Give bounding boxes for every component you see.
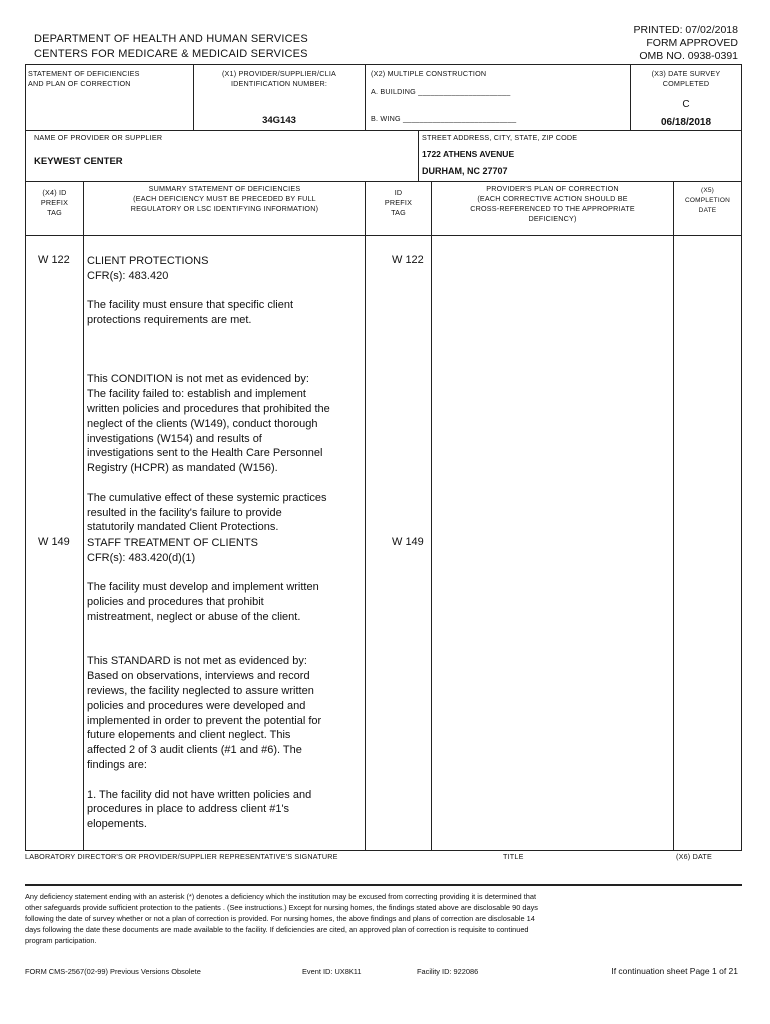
facility-id: Facility ID: 922086 <box>417 967 479 976</box>
divider-address <box>418 130 419 182</box>
printed-date: PRINTED: 07/02/2018 <box>633 24 738 36</box>
address-label: STREET ADDRESS, CITY, STATE, ZIP CODE <box>422 133 578 142</box>
right-border <box>741 64 742 182</box>
tag-prefix-left: W 122 <box>38 254 70 266</box>
plan-header: PROVIDER'S PLAN OF CORRECTION (EACH CORRECTIVE ACTION SHOULD BE CROSS-REFERENCED TO THE APPROPRIATE DEFICIENCY) <box>470 184 635 223</box>
id-header: ID PREFIX TAG <box>384 188 413 217</box>
top-box-border <box>25 64 742 65</box>
survey-code: C <box>682 99 690 110</box>
tag-prefix-right: W 149 <box>392 536 424 548</box>
x1-label: (X1) PROVIDER/SUPPLIER/CLIA IDENTIFICATION NUMBER: <box>221 69 337 88</box>
street-address: 1722 ATHENS AVENUE <box>422 149 515 159</box>
signature-bottom-border <box>25 884 742 886</box>
building-line: A. BUILDING ______________________ <box>371 87 511 96</box>
survey-date: 06/18/2018 <box>660 117 712 128</box>
statement-label: STATEMENT OF DEFICIENCIES AND PLAN OF CORRECTION <box>28 69 140 88</box>
divider-x2 <box>365 64 366 130</box>
deficiency-cfr: CFR(s): 483.420 <box>87 269 169 282</box>
col-divider-3 <box>431 181 432 851</box>
left-border <box>25 64 26 182</box>
department-name: DEPARTMENT OF HEALTH AND HUMAN SERVICES <box>34 33 308 45</box>
wing-line: B. WING ___________________________ <box>371 114 517 123</box>
col-left-border <box>25 181 26 851</box>
divider-x1 <box>193 64 194 130</box>
provider-row-border <box>25 130 742 131</box>
deficiency-w122: CLIENT PROTECTIONS CFR(s): 483.420 The facility must ensure that specific client protections requirements are met. This CONDITION is not met as evidenced by: The facility failed to: establish and implement written policies and procedures that prohibited the neglect of the clients (W149), conduct thorough investigations (W154) and results of investigations sent to the Health Care Personnel Registry (HCPR) as mandated (W156). The cumulative effect of these systemic practices resulted in the facility's failure to provide statutorily mandated Client Protections. <box>87 254 365 535</box>
date-label: (X6) DATE <box>676 852 713 861</box>
col-divider-1 <box>83 181 84 851</box>
centers-name: CENTERS FOR MEDICARE & MEDICAID SERVICES <box>34 47 308 60</box>
signature-label: LABORATORY DIRECTOR'S OR PROVIDER/SUPPLIER REPRESENTATIVE'S SIGNATURE <box>25 852 338 861</box>
x3-label: (X3) DATE SURVEY COMPLETED <box>651 69 721 88</box>
event-id: Event ID: UX8K11 <box>302 967 362 976</box>
form-info-header <box>634 24 738 63</box>
x4-header: (X4) ID PREFIX TAG <box>40 188 69 217</box>
deficiency-w149: STAFF TREATMENT OF CLIENTS CFR(s): 483.420(d)(1) The facility must develop and implement written policies and procedures that prohibit mistreatment, neglect or abuse of the client. This STANDARD is not met as evidenced by: Based on observations, interviews and record reviews, the facility neglected to assure written policies and procedures were developed and implemented in order to prevent the potential for future elopements and client neglect. This affected 2 of 3 audit clients (#1 and #6). The findings are: 1. The facility did not have written policies and procedures in place to address client #1's elopements. <box>87 536 365 832</box>
tag-prefix-left: W 149 <box>38 536 70 548</box>
deficiency-cfr: CFR(s): 483.420(d)(1) <box>87 551 196 564</box>
col-divider-2 <box>365 181 366 851</box>
provider-name: KEYWEST CENTER <box>34 156 123 167</box>
agency-header <box>34 32 308 61</box>
summary-header: SUMMARY STATEMENT OF DEFICIENCIES (EACH DEFICIENCY MUST BE PRECEDED BY FULL REGULATORY OR LSC IDENTIFYING INFORMATION) <box>130 184 319 213</box>
title-label: TITLE <box>503 852 524 861</box>
col-right-border <box>741 181 742 851</box>
form-approved: FORM APPROVED <box>646 37 738 49</box>
page-indicator: If continuation sheet Page 1 of 21 <box>611 966 738 976</box>
signature-top-border <box>25 850 742 851</box>
form-number: FORM CMS-2567(02-99) Previous Versions Obsolete <box>25 967 201 976</box>
tag-prefix-right: W 122 <box>392 254 424 266</box>
x5-header: (X5) COMPLETION DATE <box>685 187 730 214</box>
column-header-border <box>25 181 742 182</box>
provider-id-number: 34G143 <box>262 115 296 126</box>
x2-label: (X2) MULTIPLE CONSTRUCTION <box>371 69 487 78</box>
provider-name-label: NAME OF PROVIDER OR SUPPLIER <box>34 133 163 142</box>
disclaimer: Any deficiency statement ending with an asterisk (*) denotes a deficiency which the institution may be excused from correcting providing it is determined that other safeguards provide sufficient protection to the patients . (See instructions.) Except for nursing homes, the findings stated above are disclosable 90 days following the date of survey whether or not a plan of correction is provided. For nursing homes, the above findings and plans of correction are disclosable 14 days following the date these documents are made available to the facility. If deficiencies are cited, an approved plan of correction is requisite to continued program participation. <box>25 892 538 945</box>
deficiency-title: CLIENT PROTECTIONS <box>87 255 209 267</box>
omb-number: OMB NO. 0938-0391 <box>639 50 738 62</box>
col-divider-4 <box>673 181 674 851</box>
city-state-zip: DURHAM, NC 27707 <box>422 166 508 176</box>
header-bottom-border <box>25 235 742 236</box>
deficiency-title: STAFF TREATMENT OF CLIENTS <box>87 537 258 549</box>
